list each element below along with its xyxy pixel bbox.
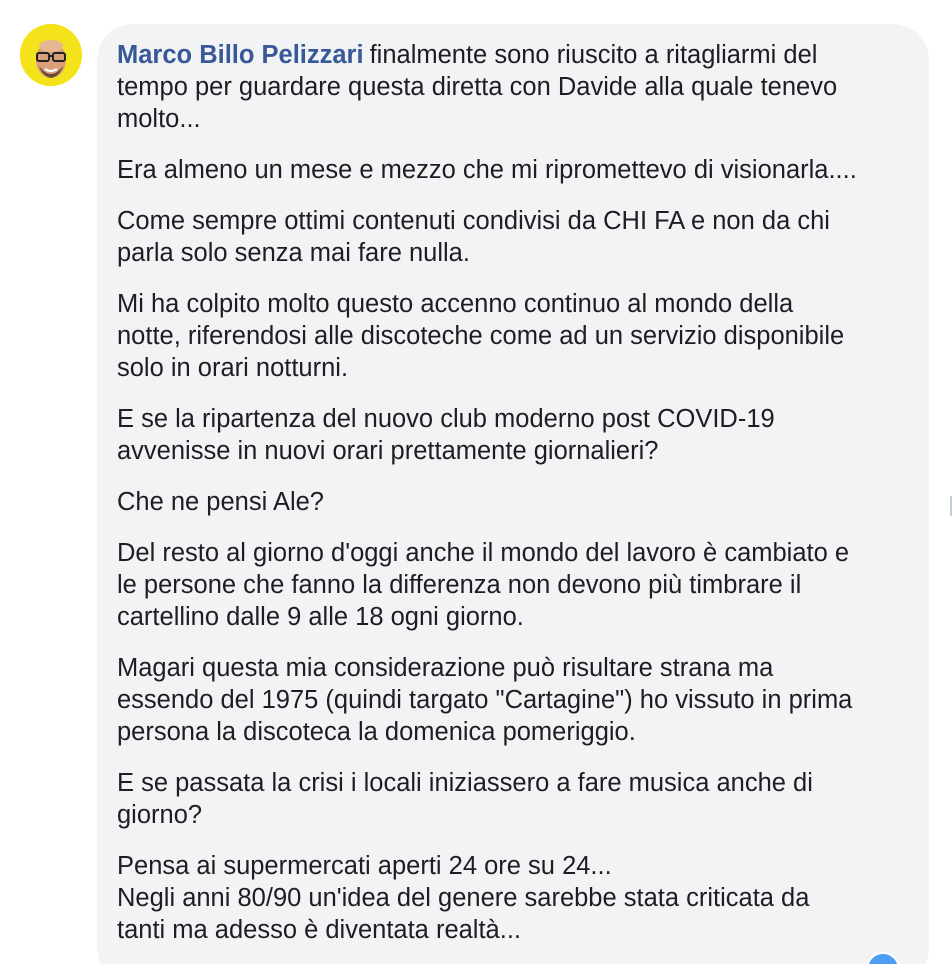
comment-text-line: cartellino dalle 9 alle 18 ogni giorno.	[117, 603, 524, 631]
comment-text-line: molto...	[117, 105, 201, 133]
comment-text-line: tempo per guardare questa diretta con Davide alla quale tenevo	[117, 73, 838, 101]
comment-text-line	[117, 39, 909, 71]
comment-text-line: solo in orari notturni.	[117, 354, 349, 382]
author-name-link[interactable]: Marco Billo Pelizzari	[117, 41, 364, 69]
comment-bubble	[97, 24, 929, 964]
comment-text-line: E se la ripartenza del nuovo club moderno post COVID-19	[117, 405, 775, 433]
comment-text-line: Magari questa mia considerazione può risultare strana ma	[117, 654, 774, 682]
comment-paragraph	[117, 288, 909, 384]
comment-text-line: essendo del 1975 (quindi targato "Cartagine") ho vissuto in prima	[117, 686, 853, 714]
comment-text: finalmente sono riuscito a ritagliarmi del	[369, 41, 818, 69]
comment-paragraph	[117, 205, 909, 269]
comment-paragraph	[117, 537, 909, 633]
comment-paragraph	[117, 850, 909, 946]
comment-text-line: parla solo senza mai fare nulla.	[117, 239, 470, 267]
comment-paragraph	[117, 767, 909, 831]
profile-photo-icon	[20, 24, 82, 86]
comment-text-line: persona la discoteca la domenica pomeriggio.	[117, 718, 636, 746]
comment-text-line: avvenisse in nuovi orari prettamente giornalieri?	[117, 437, 659, 465]
comment-text-line: Era almeno un mese e mezzo che mi ripromettevo di visionarla....	[117, 156, 857, 184]
scroll-indicator[interactable]	[946, 496, 952, 516]
comment-text-line: giorno?	[117, 801, 203, 829]
comment-paragraph	[117, 403, 909, 467]
comment-text-line: notte, riferendosi alle discoteche come ad un servizio disponibile	[117, 322, 845, 350]
comment-paragraph	[117, 486, 909, 518]
comment-text-line: Del resto al giorno d'oggi anche il mondo del lavoro è cambiato e	[117, 539, 850, 567]
comment-text-line: Mi ha colpito molto questo accenno continuo al mondo della	[117, 290, 794, 318]
comment-text-line: E se passata la crisi i locali iniziassero a fare musica anche di	[117, 769, 813, 797]
comment-first-paragraph	[117, 39, 909, 135]
comment-text-line: Come sempre ottimi contenuti condivisi da CHI FA e non da chi	[117, 207, 830, 235]
avatar[interactable]	[20, 24, 82, 86]
comment-paragraph	[117, 652, 909, 748]
comment-text-line: tanti ma adesso è diventata realtà...	[117, 916, 521, 944]
comment-paragraph	[117, 154, 909, 186]
comment-text-line: Che ne pensi Ale?	[117, 488, 324, 516]
comment-text-line: Negli anni 80/90 un'idea del genere sarebbe stata criticata da	[117, 884, 810, 912]
comment-text-line: le persone che fanno la differenza non devono più timbrare il	[117, 571, 802, 599]
comment-text-line: Pensa ai supermercati aperti 24 ore su 24...	[117, 852, 612, 880]
